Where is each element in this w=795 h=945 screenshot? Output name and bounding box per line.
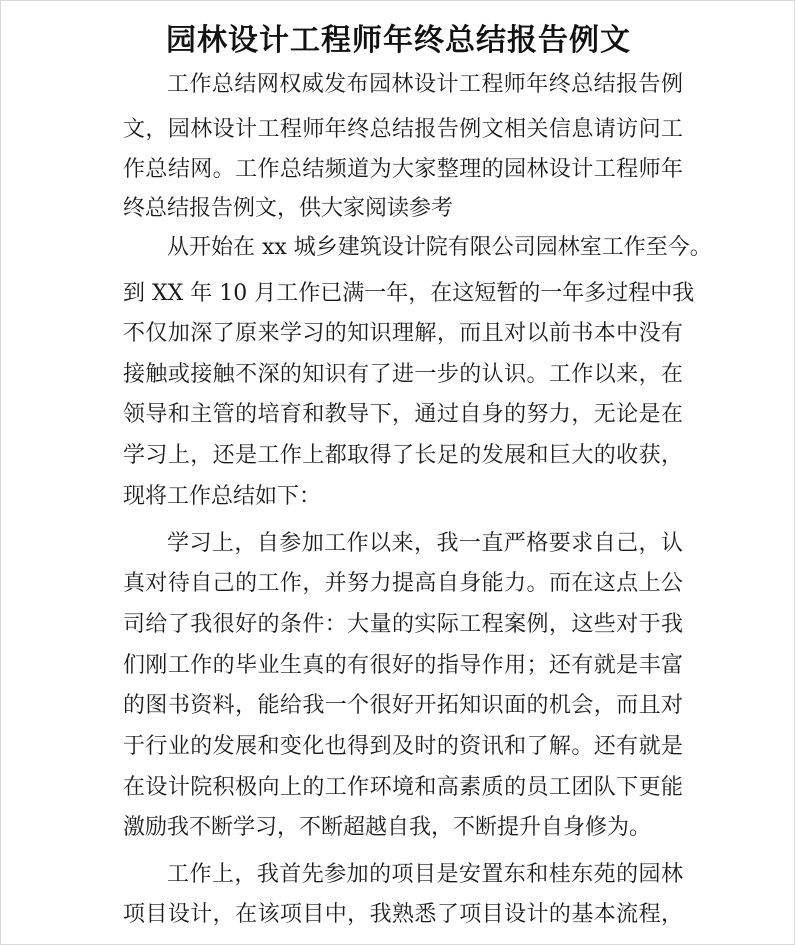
paragraph-line: 终总结报告例文，供大家阅读参考: [123, 196, 454, 221]
paragraph-line: 到 XX 年 10 月工作已满一年，在这短暂的一年多过程中我: [123, 281, 695, 306]
paragraph-line: 工作总结网权威发布园林设计工程师年终总结报告例: [167, 72, 683, 97]
paragraph-line: 真对待自己的工作，并努力提高自身能力。而在这点上公: [123, 571, 683, 596]
paragraph-line: 学习上，还是工作上都取得了长足的发展和巨大的收获，: [123, 443, 683, 468]
paragraph-line: 接触或接触不深的知识有了进一步的认识。工作以来，在: [123, 362, 683, 387]
paragraph-line: 工作上，我首先参加的项目是安置东和桂东苑的园林: [167, 862, 683, 887]
paragraph-line: 激励我不断学习，不断超越自我，不断提升自身修为。: [123, 815, 652, 840]
paragraph-line: 领导和主管的培育和教导下，通过自身的努力，无论是在: [123, 402, 683, 427]
paragraph-line: 从开始在 xx 城乡建筑设计院有限公司园林室工作至今。: [167, 235, 712, 260]
paragraph-line: 于行业的发展和变化也得到及时的资讯和了解。还有就是: [123, 734, 683, 759]
paragraph-line: 现将工作总结如下：: [123, 484, 322, 509]
paragraph-line: 作总结网。工作总结频道为大家整理的园林设计工程师年: [123, 157, 683, 182]
paragraph-line: 的图书资料，能给我一个很好开拓知识面的机会，而且对: [123, 693, 683, 718]
paragraph-line: 学习上，自参加工作以来，我一直严格要求自己，认: [167, 531, 683, 556]
paragraph-line: 们刚工作的毕业生真的有很好的指导作用；还有就是丰富: [123, 653, 683, 678]
paragraph-line: 文，园林设计工程师年终总结报告例文相关信息请访问工: [123, 117, 683, 142]
paragraph-line: 在设计院积极向上的工作环境和高素质的员工团队下更能: [123, 775, 683, 800]
paragraph-line: 不仅加深了原来学习的知识理解，而且对以前书本中没有: [123, 321, 683, 346]
paragraph-line: 司给了我很好的条件：大量的实际工程案例，这些对于我: [123, 612, 683, 637]
document-title: 园林设计工程师年终总结报告例文: [166, 23, 631, 58]
paragraph-line: 项目设计，在该项目中，我熟悉了项目设计的基本流程，: [123, 902, 683, 927]
